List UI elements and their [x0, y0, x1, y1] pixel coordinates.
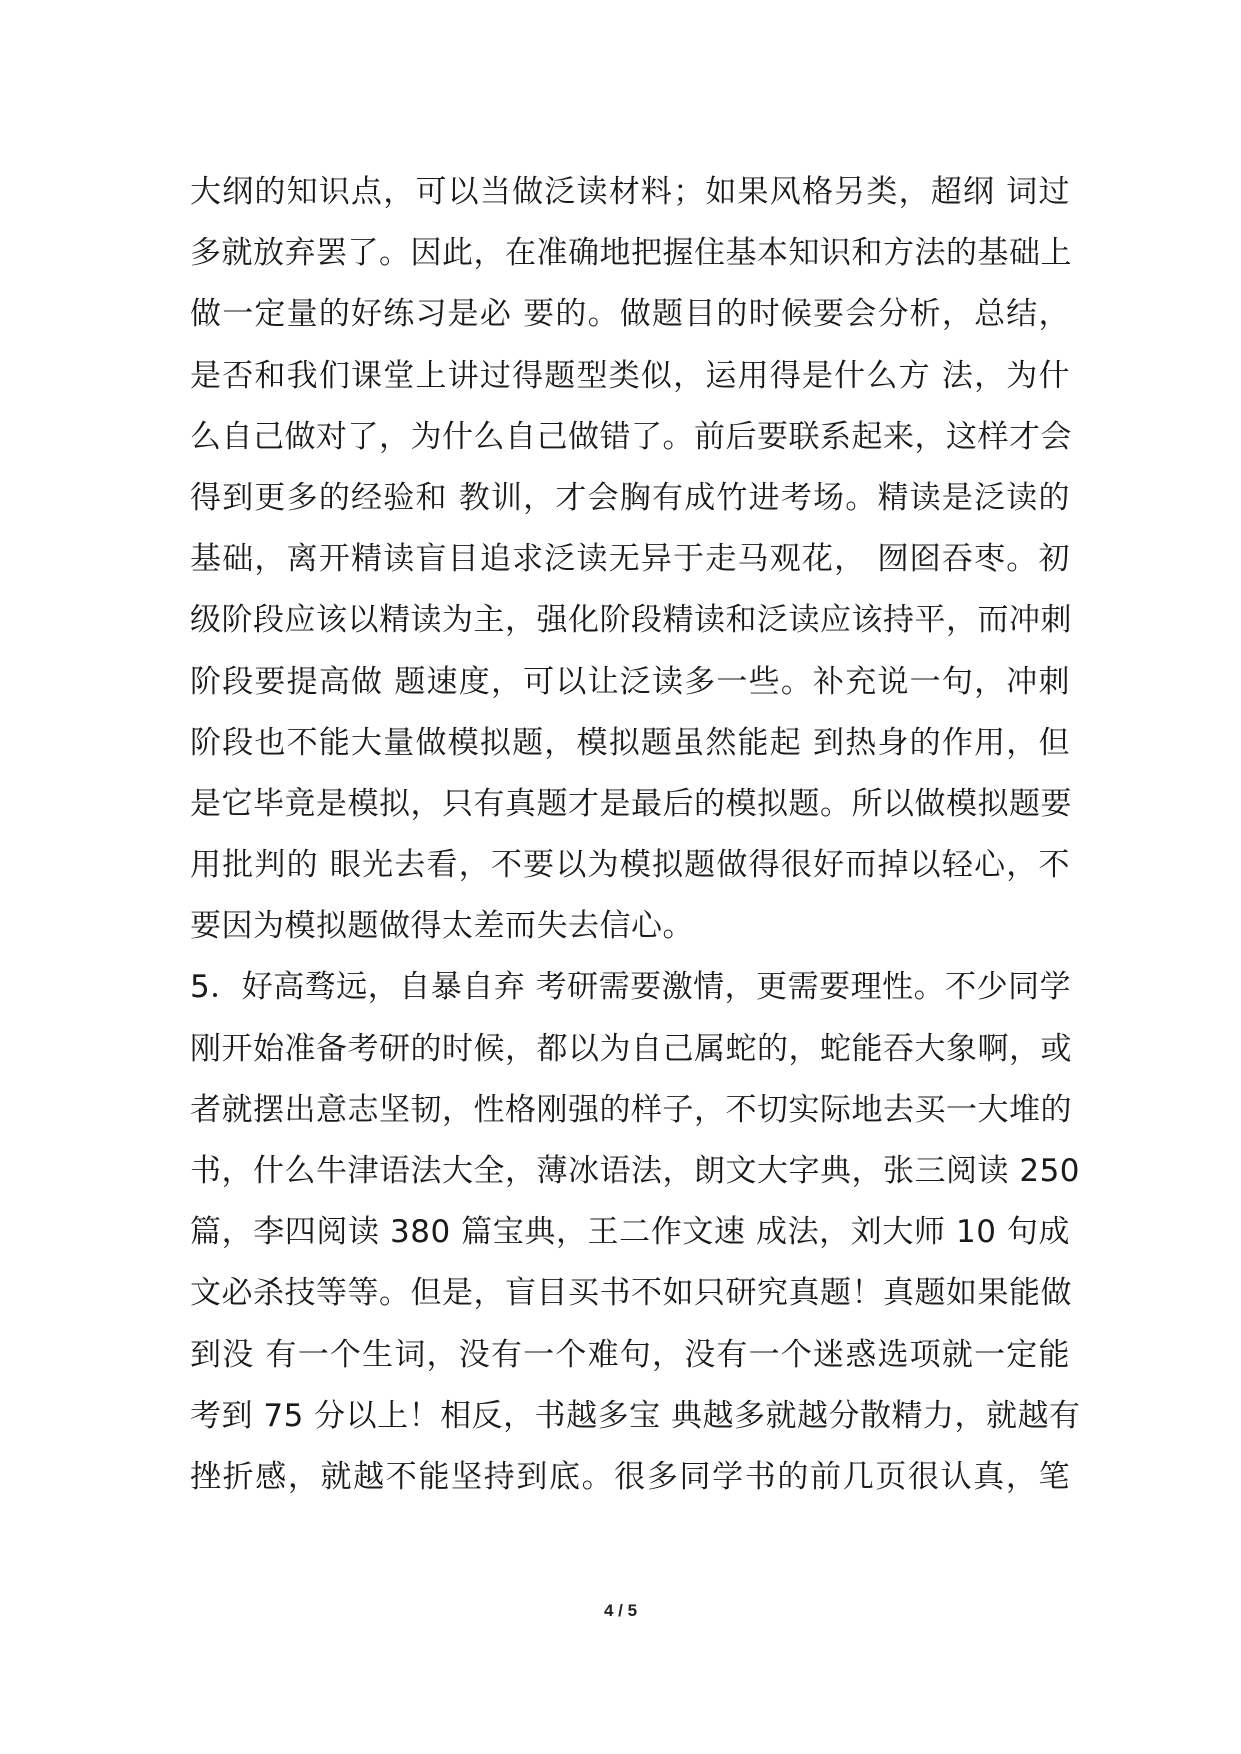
text-line: 要因为模拟题做得太差而失去信心。: [190, 908, 694, 945]
text-line: 基础，离开精读盲目追求泛读无异于走马观花， 囫囵吞枣。初: [190, 541, 1070, 578]
text-line: 多就放弃罢了。因此，在准确地把握住基本知识和方法的基础上: [190, 235, 1072, 272]
text-line: 篇，李四阅读 380 篇宝典，王二作文速 成法，刘大师 10 句成: [190, 1214, 1070, 1251]
body-text: [190, 162, 1081, 1508]
text-line: 是它毕竟是模拟，只有真题才是最后的模拟题。所以做模拟题要: [190, 785, 1072, 822]
text-line: 挫折感，就越不能坚持到底。很多同学书的前几页很认真，笔: [190, 1458, 1070, 1495]
text-line: 级阶段应该以精读为主，强化阶段精读和泛读应该持平，而冲刺: [190, 602, 1072, 639]
text-line: 是否和我们课堂上讲过得题型类似，运用得是什么方 法，为什: [190, 357, 1070, 394]
text-line: 者就摆出意志坚韧，性格刚强的样子，不切实际地去买一大堆的: [190, 1091, 1072, 1128]
text-line: 5．好高骛远，自暴自弃 考研需要激情，更需要理性。不少同学: [190, 969, 1072, 1006]
page-number: 4 / 5: [603, 1601, 638, 1620]
text-line: 刚开始准备考研的时候，都以为自己属蛇的，蛇能吞大象啊，或: [190, 1030, 1072, 1067]
text-line: 阶段也不能大量做模拟题，模拟题虽然能起 到热身的作用，但: [190, 724, 1070, 761]
text-line: 阶段要提高做 题速度，可以让泛读多一些。补充说一句，冲刺: [190, 663, 1070, 700]
text-line: 书，什么牛津语法大全，薄冰语法，朗文大字典，张三阅读 250: [190, 1153, 1081, 1189]
text-line: 用批判的 眼光去看，不要以为模拟题做得很好而掉以轻心，不: [190, 847, 1070, 884]
text-line: 做一定量的好练习是必 要的。做题目的时候要会分析，总结，: [190, 296, 1070, 333]
text-line: 么自己做对了，为什么自己做错了。前后要联系起来，这样才会: [190, 418, 1072, 455]
text-line: 大纲的知识点，可以当做泛读材料；如果风格另类，超纲 词过: [190, 174, 1070, 210]
text-line: 文必杀技等等。但是，盲目买书不如只研究真题！真题如果能做: [190, 1275, 1072, 1312]
text-line: 到没 有一个生词，没有一个难句，没有一个迷惑选项就一定能: [190, 1336, 1070, 1373]
text-line: 考到 75 分以上！相反，书越多宝 典越多就越分散精力，就越有: [190, 1397, 1081, 1434]
text-line: 得到更多的经验和 教训，才会胸有成竹进考场。精读是泛读的: [190, 479, 1070, 516]
